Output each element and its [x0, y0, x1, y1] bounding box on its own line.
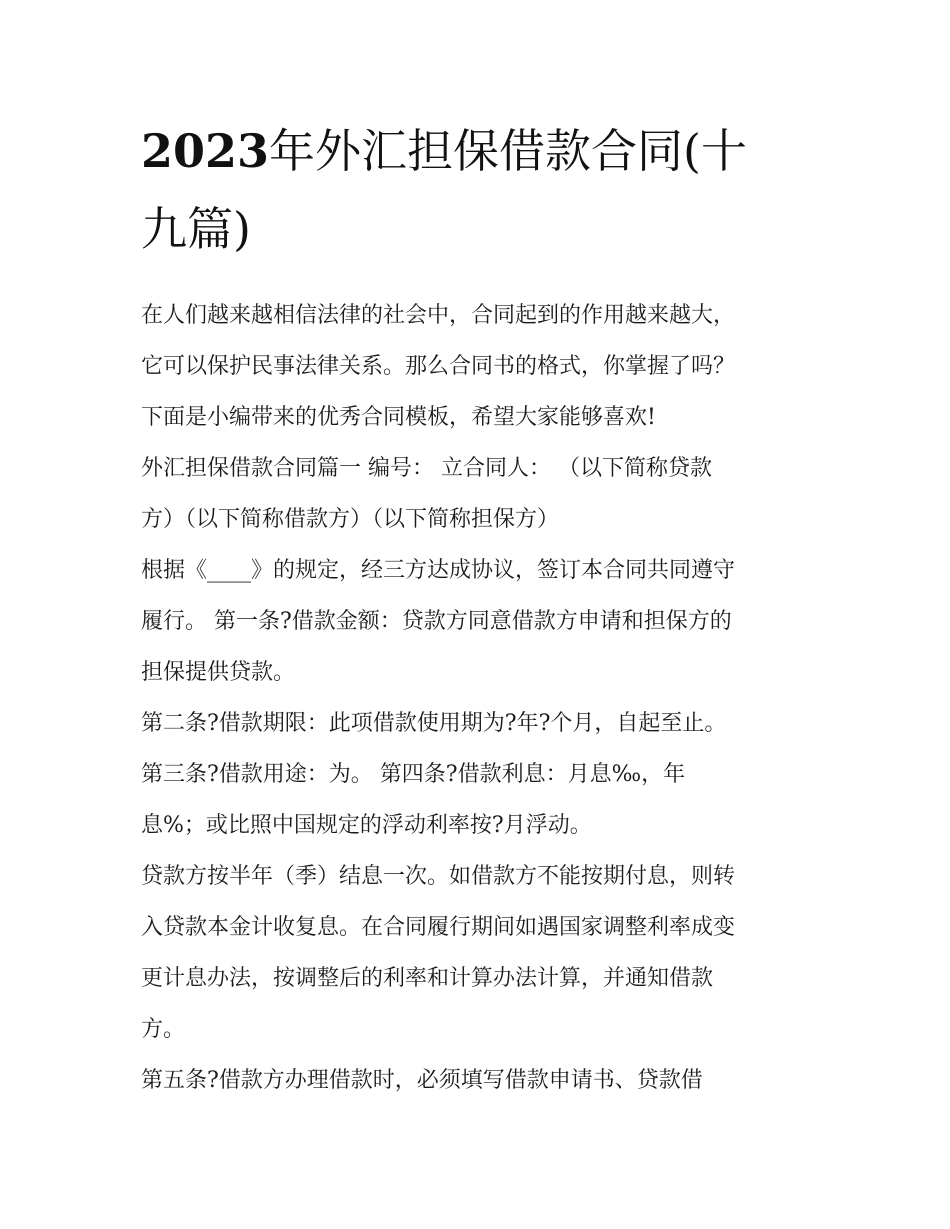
title-line-1-text: 年外汇担保借款合同(十	[269, 124, 747, 178]
paragraph-intro	[141, 290, 821, 443]
paragraph-parties	[141, 443, 821, 545]
paragraph-line: 履行。 第一条?借款金额：贷款方同意借款方申请和担保方的	[141, 609, 732, 634]
paragraph-line: 贷款方按半年（季）结息一次。如借款方不能按期付息，则转	[141, 864, 736, 889]
title-line-1	[141, 112, 821, 190]
paragraph-line: 第二条?借款期限：此项借款使用期为?年?个月，自起至止。	[141, 711, 727, 736]
document-body	[141, 290, 821, 1106]
paragraph-line: 第三条?借款用途：为。 第四条?借款利息：月息‰，年	[141, 762, 686, 787]
paragraph-line: 更计息办法，按调整后的利率和计算办法计算，并通知借款	[141, 966, 714, 991]
title-year: 2023	[141, 124, 270, 178]
paragraph-line: 方。	[141, 1017, 186, 1042]
paragraph-line: 外汇担保借款合同篇一 编号： 立合同人： （以下简称贷款	[141, 456, 712, 481]
paragraph-article-1	[141, 545, 821, 698]
paragraph-line: 在人们越来越相信法律的社会中，合同起到的作用越来越大，	[141, 303, 736, 328]
paragraph-line: 它可以保护民事法律关系。那么合同书的格式，你掌握了吗？	[141, 354, 736, 379]
paragraph-interest	[141, 851, 821, 1055]
paragraph-article-2	[141, 698, 821, 749]
paragraph-line: 息%；或比照中国规定的浮动利率按?月浮动。	[141, 813, 592, 838]
paragraph-article-5	[141, 1055, 821, 1106]
paragraph-line: 方）（以下简称借款方）（以下简称担保方）	[141, 507, 560, 532]
paragraph-line: 担保提供贷款。	[141, 660, 296, 685]
paragraph-article-3-4	[141, 749, 821, 851]
paragraph-line: 第五条?借款方办理借款时，必须填写借款申请书、贷款借	[141, 1068, 703, 1093]
title-line-2: 九篇)	[141, 202, 251, 256]
paragraph-line: 根据《____》的规定，经三方达成协议，签订本合同共同遵守	[141, 558, 736, 583]
document-page	[141, 112, 821, 1106]
paragraph-line: 下面是小编带来的优秀合同模板，希望大家能够喜欢!	[141, 405, 656, 430]
paragraph-line: 入贷款本金计收复息。在合同履行期间如遇国家调整利率成变	[141, 915, 736, 940]
document-title	[141, 112, 821, 268]
